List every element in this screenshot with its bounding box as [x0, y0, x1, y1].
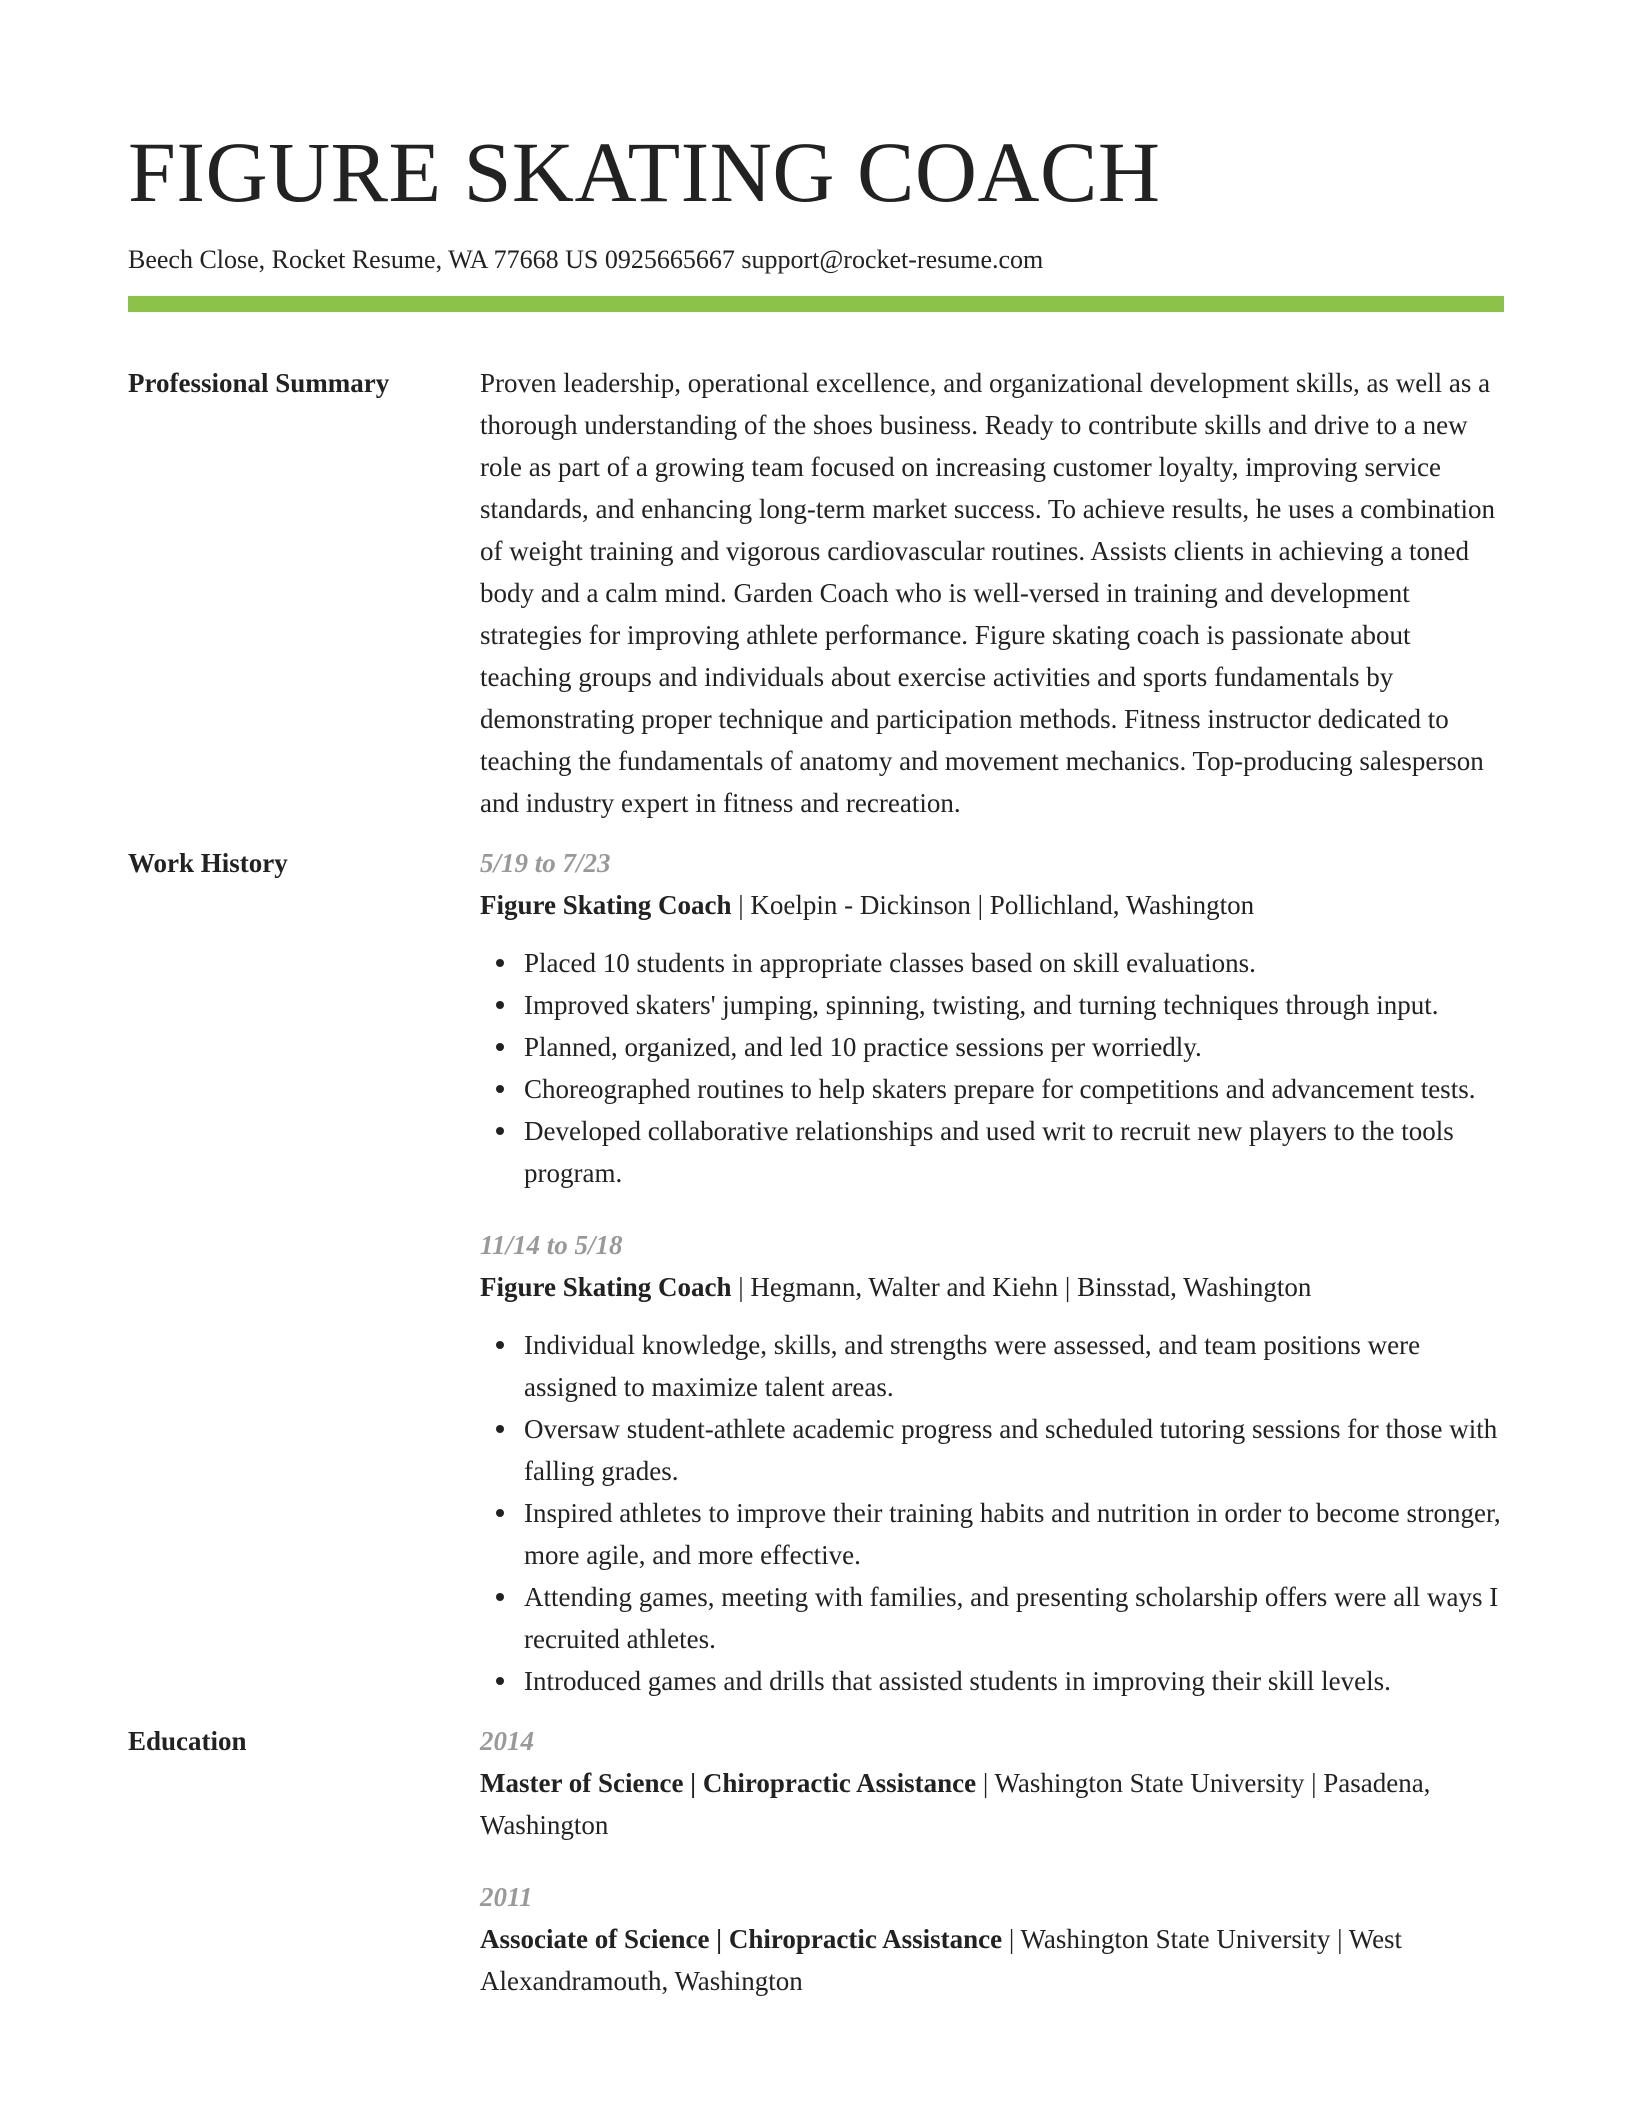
education-year: 2014 — [480, 1726, 534, 1756]
education-entry — [480, 1876, 1504, 2002]
contact-line: Beech Close, Rocket Resume, WA 77668 US 0925665667 support@rocket-resume.com — [128, 245, 1044, 274]
education-heading — [480, 1762, 1504, 1846]
job-details: | Hegmann, Walter and Kiehn | Binsstad, Washington — [731, 1272, 1312, 1302]
job-bullet: Attending games, meeting with families, and presenting scholarship offers were all ways I recruited athletes. — [524, 1576, 1504, 1660]
job-bullet: Introduced games and drills that assisted students in improving their skill levels. — [524, 1660, 1504, 1702]
job-bullet: Inspired athletes to improve their training habits and nutrition in order to become stronger, more agile, and more effective. — [524, 1492, 1504, 1576]
job-bullet: Placed 10 students in appropriate classes based on skill evaluations. — [524, 942, 1504, 984]
job-title: Figure Skating Coach — [480, 890, 732, 920]
job-heading — [480, 1266, 1504, 1308]
education-section — [128, 1720, 1504, 2002]
education-heading — [480, 1918, 1504, 2002]
education-details: | Washington State University | Pasadena, Washington — [480, 1768, 1431, 1840]
job-entry — [480, 1224, 1504, 1702]
job-title: Figure Skating Coach — [480, 1272, 732, 1302]
job-bullet-list — [480, 1324, 1504, 1702]
education-year: 2011 — [480, 1882, 533, 1912]
job-bullet: Developed collaborative relationships and used writ to recruit new players to the tools program. — [524, 1110, 1504, 1194]
job-dates: 5/19 to 7/23 — [480, 848, 611, 878]
degree-title: Associate of Science | Chiropractic Assistance — [480, 1924, 1003, 1954]
job-dates: 11/14 to 5/18 — [480, 1230, 623, 1260]
job-entry — [480, 842, 1504, 1194]
education-entry — [480, 1720, 1504, 1846]
resume-title: FIGURE SKATING COACH — [128, 124, 1161, 220]
job-details: | Koelpin - Dickinson | Pollichland, Washington — [731, 890, 1255, 920]
accent-divider — [128, 296, 1504, 312]
section-label-work-history: Work History — [128, 848, 288, 878]
job-bullet: Oversaw student-athlete academic progress and scheduled tutoring sessions for those with falling grades. — [524, 1408, 1504, 1492]
job-heading — [480, 884, 1504, 926]
resume-page — [128, 0, 1504, 2002]
degree-title: Master of Science | Chiropractic Assistance — [480, 1768, 977, 1798]
job-bullet: Planned, organized, and led 10 practice sessions per worriedly. — [524, 1026, 1504, 1068]
section-label-education: Education — [128, 1726, 247, 1756]
job-bullet: Improved skaters' jumping, spinning, twisting, and turning techniques through input. — [524, 984, 1504, 1026]
summary-text: Proven leadership, operational excellence, and organizational development skills, as well as a thorough understanding of the shoes business. Ready to contribute skills and drive to a new role as part of a growing team focused on increasing customer loyalty, improving service standards, and enhancing long-term market success. To achieve results, he uses a combination of weight training and vigorous cardiovascular routines. Assists clients in achieving a toned body and a calm mind. Garden Coach who is well-versed in training and development strategies for improving athlete performance. Figure skating coach is passionate about teaching groups and individuals about exercise activities and sports fundamentals by demonstrating proper technique and participation methods. Fitness instructor dedicated to teaching the fundamentals of anatomy and movement mechanics. Top-producing salesperson and industry expert in fitness and recreation. — [480, 368, 1496, 818]
job-bullet-list — [480, 942, 1504, 1194]
summary-section — [128, 362, 1504, 824]
job-bullet: Individual knowledge, skills, and strengths were assessed, and team positions were assigned to maximize talent areas. — [524, 1324, 1504, 1408]
education-details: | Washington State University | West Alexandramouth, Washington — [480, 1924, 1403, 1996]
work-history-section — [128, 842, 1504, 1702]
section-label-summary: Professional Summary — [128, 368, 390, 398]
job-bullet: Choreographed routines to help skaters prepare for competitions and advancement tests. — [524, 1068, 1504, 1110]
